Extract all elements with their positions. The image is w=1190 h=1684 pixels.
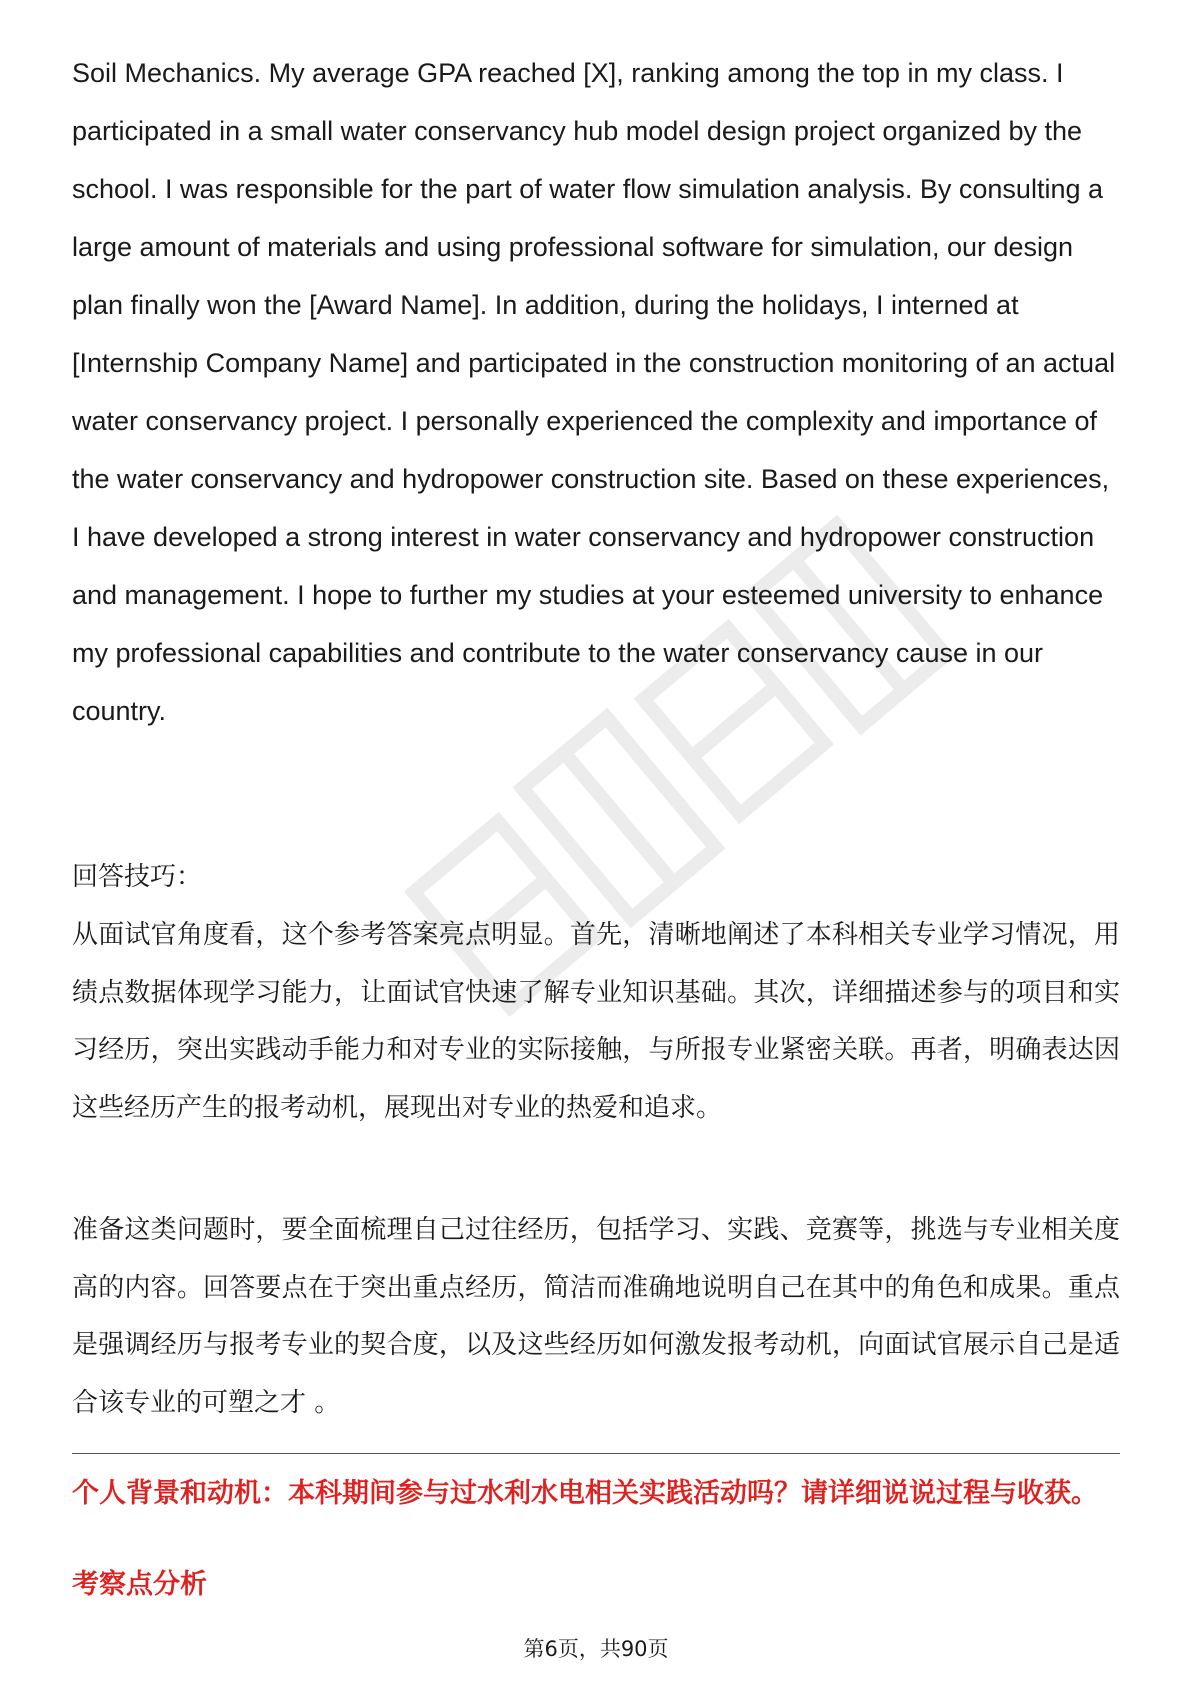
tips-title: 回答技巧： bbox=[72, 862, 203, 892]
question-heading: 个人背景和动机：本科期间参与过水利水电相关实践活动吗？请详细说说过程与收获。 bbox=[72, 1478, 1098, 1509]
tips-paragraph-2: 准备这类问题时，要全面梳理自己过往经历，包括学习、实践、竞赛等，挑选与专业相关度高的内容。回答要点在于突出重点经历，简洁而准确地说明自己在其中的角色和成果。重点是强调经历与报考专业的契合度，以及这些经历如何激发报考动机，向面试官展示自己是适合该专业的可塑之才 。 bbox=[72, 1215, 1120, 1418]
document-page bbox=[72, 0, 1120, 1684]
page-number: 第6页，共90页 bbox=[523, 1637, 669, 1661]
analysis-heading: 考察点分析 bbox=[72, 1569, 207, 1600]
tips-paragraph-1: 从面试官角度看，这个参考答案亮点明显。首先，清晰地阐述了本科相关专业学习情况，用绩点数据体现学习能力，让面试官快速了解专业知识基础。其次，详细描述参与的项目和实习经历，突出实践动手能力和对专业的实际接触，与所报专业紧密关联。再者，明确表达因这些经历产生的报考动机，展现出对专业的热爱和追求。 bbox=[72, 920, 1120, 1123]
section-divider bbox=[72, 1453, 1120, 1454]
answer-paragraph: Soil Mechanics. My average GPA reached [X], ranking among the top in my class. I participated in a small water conservancy hub model design project organized by the school. I was responsible for the part of water flow simulation analysis. By consulting a large amount of materials and using professional software for simulation, our design plan finally won the [Award Name]. In addition, during the holidays, I interned at [Internship Company Name] and participated in the construction monitoring of an actual water conservancy project. I personally experienced the complexity and importance of the water conservancy and hydropower construction site. Based on these experiences, I have developed a strong interest in water conservancy and hydropower construction and management. I hope to further my studies at your esteemed university to enhance my professional capabilities and contribute to the water conservancy cause in our country. bbox=[72, 58, 1116, 726]
